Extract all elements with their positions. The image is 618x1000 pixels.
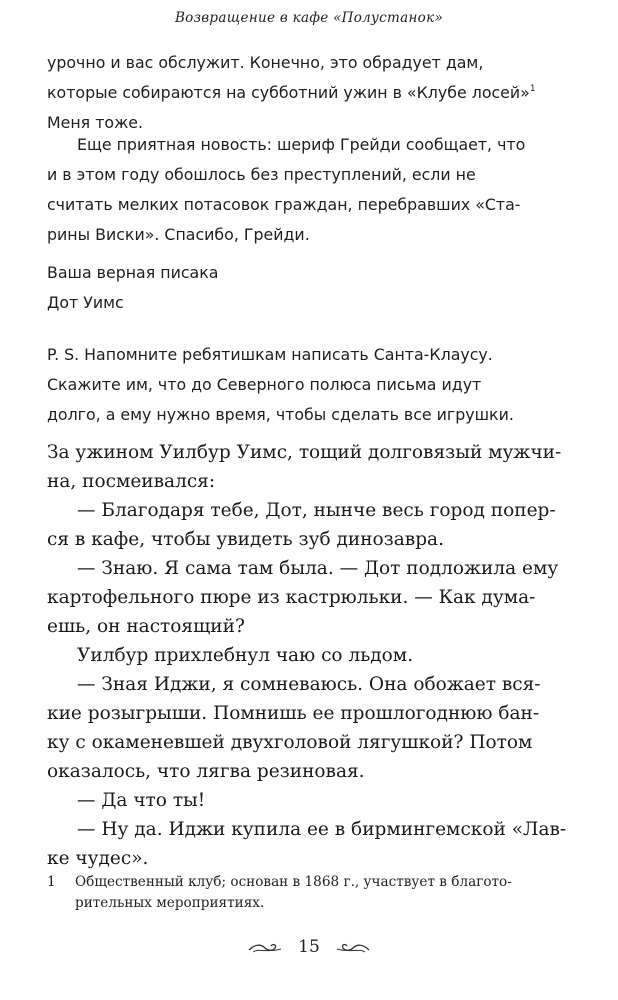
text-line [47, 78, 567, 108]
dialogue-line: — Знаю. Я сама там была. — Дот подложила ему [77, 558, 559, 579]
text-line: ке чудес». [47, 848, 149, 869]
footnote-line: рительных мероприятиях. [75, 895, 265, 911]
text-line-content: которые собираются на субботний ужин в «Клубе лосей» [47, 83, 530, 102]
text-line: Скажите им, что до Северного полюса письма идут [47, 375, 482, 394]
running-header: Возвращение в кафе «Полустанок» [174, 10, 444, 26]
text-line: на, посмеивался: [47, 471, 216, 492]
text-line: кие розыгрыши. Помнишь ее прошлогоднюю бан- [47, 703, 540, 724]
letter-postscript [47, 340, 567, 430]
text-line: ку с окаменевшей двухголовой лягушкой? Потом [47, 732, 533, 753]
letter-signature [47, 258, 567, 318]
text-line: картофельного пюре из кастрюльки. — Как дума- [47, 587, 536, 608]
dialogue-line: — Да что ты! [77, 790, 206, 811]
text-line: P. S. Напомните ребятишкам написать Санта-Клаусу. [47, 345, 493, 364]
page-footer [0, 937, 618, 957]
swirl-ornament-icon [335, 942, 371, 954]
signature-author: Дот Уимс [47, 293, 124, 312]
dialogue-line: — Ну да. Иджи купила ее в бирмингемской «Лав- [77, 819, 567, 840]
text-line: ся в кафе, чтобы увидеть зуб динозавра. [47, 529, 444, 550]
footnote-reference[interactable]: 1 [529, 84, 536, 94]
text-line: и в этом году обошлось без преступлений, если не [47, 165, 476, 184]
text-line: Еще приятная новость: шериф Грейди сообщает, что [77, 135, 526, 154]
letter-paragraph-1 [47, 48, 567, 138]
signature-line: Ваша верная писака [47, 263, 219, 282]
text-line: считать мелких потасовок граждан, перебравших «Ста- [47, 195, 521, 214]
text-line: За ужином Уилбур Уимс, тощий долговязый мужчи- [47, 442, 562, 463]
swirl-ornament-icon [247, 942, 283, 954]
footnote-line: Общественный клуб; основан в 1868 г., участвует в благото- [75, 874, 512, 890]
text-line: рины Виски». Спасибо, Грейди. [47, 225, 310, 244]
text-line: ешь, он настоящий? [47, 616, 245, 637]
text-line: долго, а ему нужно время, чтобы сделать все игрушки. [47, 405, 514, 424]
text-line: урочно и вас обслужит. Конечно, это обрадует дам, [47, 53, 484, 72]
text-line: оказалось, что лягва резиновая. [47, 761, 365, 782]
dialogue-line: — Благодаря тебе, Дот, нынче весь город попер- [77, 500, 556, 521]
dialogue-line: — Зная Иджи, я сомневаюсь. Она обожает вся- [77, 674, 541, 695]
text-line: Уилбур прихлебнул чаю со льдом. [77, 645, 414, 666]
story-text [47, 438, 577, 873]
footnote-number: 1 [47, 874, 56, 890]
page-number: 15 [298, 937, 320, 957]
letter-paragraph-2 [47, 130, 567, 250]
text-line: Меня тоже. [47, 113, 144, 132]
footnote-text [75, 872, 512, 914]
